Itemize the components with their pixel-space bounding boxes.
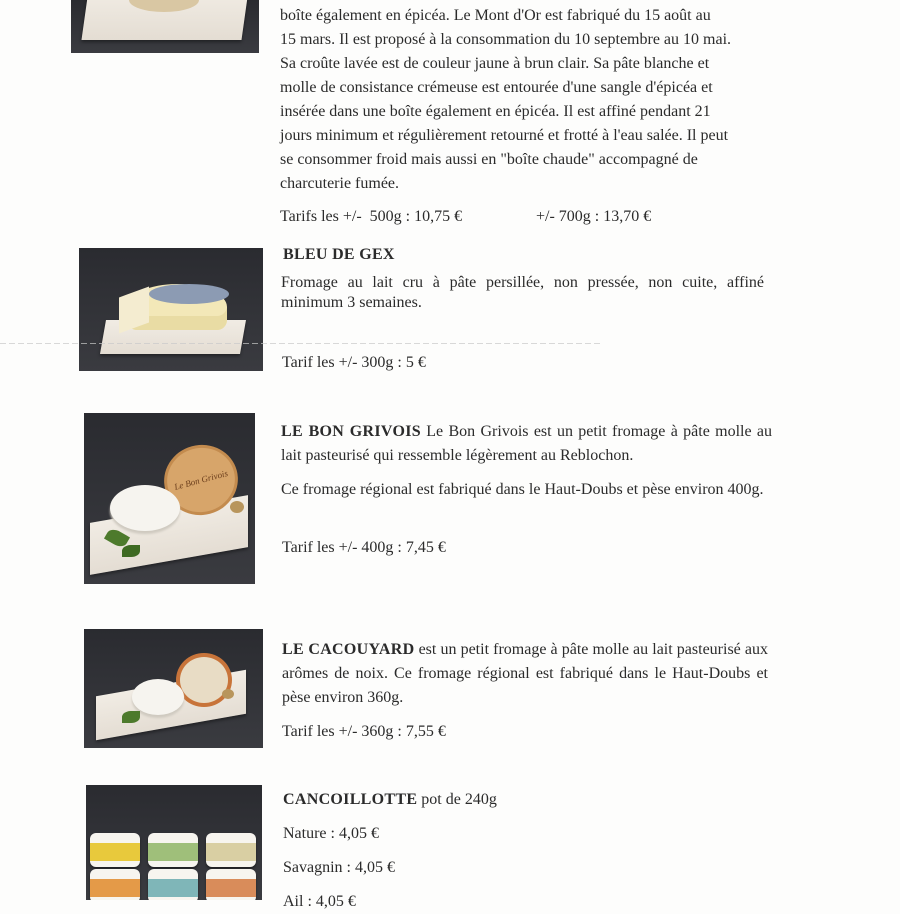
cancoillotte-title: CANCOILLOTTE bbox=[283, 791, 418, 808]
cancoillotte-flavor-ail: Ail : 4,05 € bbox=[283, 893, 356, 910]
cancoillotte-pot bbox=[206, 869, 256, 900]
bleu-de-gex-description: Fromage au lait cru à pâte persillée, non pressée, non cuite, affiné minimum 3 semaines. bbox=[281, 274, 764, 311]
cancoillotte-heading bbox=[283, 788, 497, 812]
cancoillotte-size: pot de 240g bbox=[417, 791, 497, 808]
cancoillotte-photo bbox=[86, 785, 262, 900]
label-logo: Le Bon Grivois bbox=[173, 468, 229, 492]
description-line: boîte également en épicéa. Le Mont d'Or est fabriqué du 15 août au bbox=[280, 7, 711, 24]
cancoillotte-pot bbox=[90, 833, 140, 867]
bon-grivois-text: Le Bon Grivois est un petit fromage à pâte molle au lait pasteurisé qui ressemble légèrement au Reblochon. bbox=[281, 423, 773, 464]
bon-grivois-origin: Ce fromage régional est fabriqué dans le Haut-Doubs et pèse environ 400g. bbox=[281, 481, 764, 498]
description-line: insérée dans une boîte également en épicéa. Il est affiné pendant 21 bbox=[280, 103, 711, 120]
cancoillotte-flavor-savagnin: Savagnin : 4,05 € bbox=[283, 859, 395, 876]
cacouyard-text: est un petit fromage à pâte molle au lait pasteurisé aux arômes de noix. Ce fromage régional est fabriqué dans le Haut-Doubs et pèse environ 360g. bbox=[282, 641, 768, 706]
cancoillotte-flavor-nature: Nature : 4,05 € bbox=[283, 825, 379, 842]
cacouyard-description bbox=[282, 638, 768, 710]
description-line: charcuterie fumée. bbox=[280, 175, 400, 192]
cacouyard-price: Tarif les +/- 360g : 7,55 € bbox=[282, 723, 446, 740]
cancoillotte-pot bbox=[148, 833, 198, 867]
bon-grivois-title: LE BON GRIVOIS bbox=[281, 423, 421, 440]
description-line: jours minimum et régulièrement retourné et frotté à l'eau salée. Il peut bbox=[280, 127, 729, 144]
bon-grivois-price: Tarif les +/- 400g : 7,45 € bbox=[282, 539, 446, 556]
description-line: Sa croûte lavée est de couleur jaune à brun clair. Sa pâte blanche et bbox=[280, 55, 710, 72]
cacouyard-photo bbox=[84, 629, 263, 748]
bleu-de-gex-price: Tarif les +/- 300g : 5 € bbox=[282, 354, 426, 371]
cancoillotte-pot bbox=[148, 869, 198, 900]
description-line: molle de consistance crémeuse est entourée d'une sangle d'épicéa et bbox=[280, 79, 713, 96]
cancoillotte-pot bbox=[206, 833, 256, 867]
bleu-de-gex-photo bbox=[79, 248, 263, 371]
scan-artifact-line bbox=[0, 343, 600, 344]
mont-dor-photo bbox=[71, 0, 259, 53]
cacouyard-title: LE CACOUYARD bbox=[282, 641, 415, 658]
bon-grivois-photo bbox=[84, 413, 255, 584]
bleu-de-gex-title: BLEU DE GEX bbox=[283, 246, 395, 263]
mont-dor-description bbox=[280, 4, 772, 196]
description-line: 15 mars. Il est proposé à la consommation du 10 septembre au 10 mai. bbox=[280, 31, 732, 48]
description-line: se consommer froid mais aussi en "boîte chaude" accompagné de bbox=[280, 151, 698, 168]
mont-dor-price-500: Tarifs les +/- 500g : 10,75 € bbox=[280, 208, 463, 225]
mont-dor-price-700: +/- 700g : 13,70 € bbox=[536, 208, 652, 225]
bon-grivois-description bbox=[281, 420, 772, 468]
cancoillotte-pot bbox=[90, 869, 140, 900]
